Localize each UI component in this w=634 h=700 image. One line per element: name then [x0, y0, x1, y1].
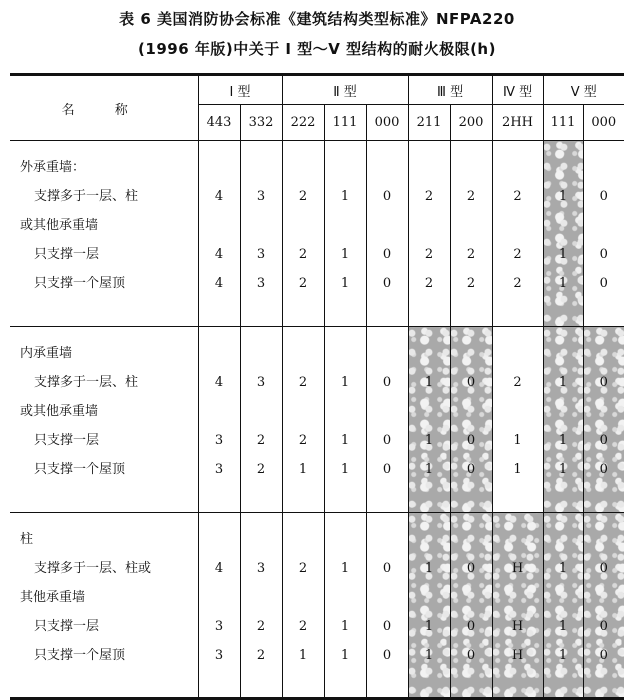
header-name-label: 名 称	[61, 102, 146, 118]
value-column-cell	[492, 141, 543, 327]
value	[451, 339, 492, 368]
header-code: 000	[583, 105, 624, 141]
value	[367, 525, 408, 554]
value-column-cell	[543, 327, 583, 513]
header-code: 443	[198, 105, 240, 141]
value: 3	[214, 619, 224, 634]
value	[544, 525, 583, 554]
value	[584, 397, 625, 426]
value-column-cell	[240, 327, 282, 513]
value-column-cell	[492, 513, 543, 699]
value: 2	[424, 189, 434, 204]
value: 1	[424, 462, 434, 477]
value: 4	[214, 561, 224, 576]
value: 1	[424, 375, 434, 390]
value	[283, 583, 324, 612]
value-column-cell	[543, 141, 583, 327]
value: 0	[466, 619, 476, 634]
value	[325, 211, 366, 240]
value: 4	[214, 247, 224, 262]
value: 2	[466, 247, 476, 262]
value	[493, 525, 543, 554]
header-code: 211	[408, 105, 450, 141]
value: 0	[599, 462, 608, 477]
header-code: 2HH	[492, 105, 543, 141]
value: 1	[340, 189, 350, 204]
value: 0	[466, 433, 476, 448]
value	[241, 211, 282, 240]
value	[451, 153, 492, 182]
value	[367, 211, 408, 240]
header-type-2: Ⅱ 型	[282, 75, 408, 105]
value	[199, 339, 240, 368]
value-column-cell	[583, 141, 624, 327]
value	[283, 525, 324, 554]
value	[283, 211, 324, 240]
value	[584, 339, 625, 368]
value: 2	[466, 276, 476, 291]
value: 2	[298, 276, 308, 291]
value: 1	[558, 375, 568, 390]
row-name-line: 只支撑一个屋顶	[34, 462, 126, 477]
value	[451, 211, 492, 240]
value: 0	[599, 561, 608, 576]
value-column-cell	[198, 513, 240, 699]
value-column-cell	[366, 327, 408, 513]
table-body	[10, 141, 624, 699]
fire-resistance-table	[10, 73, 624, 700]
value	[367, 397, 408, 426]
value: 2	[298, 619, 308, 634]
value: 0	[382, 433, 392, 448]
row-name-line: 只支撑一层	[34, 433, 100, 448]
value	[325, 583, 366, 612]
value: 2	[513, 276, 522, 291]
header-type-4: Ⅳ 型	[492, 75, 543, 105]
header-type-5: Ⅴ 型	[543, 75, 624, 105]
value-column-cell	[282, 513, 324, 699]
value-column-cell	[240, 513, 282, 699]
header-name-cell	[10, 75, 198, 141]
value	[199, 583, 240, 612]
value-column-cell	[408, 513, 450, 699]
value: 0	[466, 648, 476, 663]
row-name-line: 支撑多于一层、柱	[34, 375, 139, 390]
header-code: 111	[543, 105, 583, 141]
value	[199, 153, 240, 182]
value	[409, 339, 450, 368]
value: 1	[424, 561, 434, 576]
value	[493, 397, 543, 426]
header-code: 000	[366, 105, 408, 141]
value: 1	[340, 462, 350, 477]
row-name-line: 只支撑一个屋顶	[34, 276, 126, 291]
row-name-line: 或其他承重墙	[20, 404, 99, 419]
value: 3	[256, 276, 266, 291]
value: 0	[382, 375, 392, 390]
value: 0	[599, 433, 608, 448]
value	[241, 153, 282, 182]
value-column-cell	[450, 141, 492, 327]
value	[199, 525, 240, 554]
value-column-cell	[450, 327, 492, 513]
value-column-cell	[583, 327, 624, 513]
value: 0	[599, 375, 608, 390]
value	[241, 525, 282, 554]
value	[409, 211, 450, 240]
value: 2	[513, 189, 522, 204]
value: 1	[298, 462, 308, 477]
value: 2	[466, 189, 476, 204]
value: 0	[599, 276, 608, 291]
value: 3	[256, 375, 266, 390]
value: 0	[599, 189, 608, 204]
value: 1	[424, 648, 434, 663]
value: 1	[340, 648, 350, 663]
value	[584, 583, 625, 612]
value: 2	[298, 561, 308, 576]
header-type-3: Ⅲ 型	[408, 75, 492, 105]
row-name-line: 只支撑一层	[34, 247, 100, 262]
value: 1	[558, 189, 568, 204]
value: 2	[298, 247, 308, 262]
header-type-1: Ⅰ 型	[198, 75, 282, 105]
value: 0	[466, 561, 476, 576]
value	[325, 525, 366, 554]
value: 1	[340, 433, 350, 448]
value	[493, 153, 543, 182]
value-column-cell	[198, 141, 240, 327]
value	[409, 525, 450, 554]
row-name-line: 支撑多于一层、柱或	[34, 561, 152, 576]
header-code: 200	[450, 105, 492, 141]
value	[584, 525, 625, 554]
value: 2	[256, 433, 266, 448]
section-columns	[10, 513, 624, 699]
value: 2	[513, 375, 522, 390]
value-column-cell	[282, 141, 324, 327]
value-column-cell	[198, 327, 240, 513]
value: 0	[382, 189, 392, 204]
row-name-cell	[10, 141, 198, 327]
value	[493, 583, 543, 612]
value: 0	[382, 462, 392, 477]
value	[451, 397, 492, 426]
header-code: 222	[282, 105, 324, 141]
value	[325, 339, 366, 368]
value: 3	[256, 189, 266, 204]
value: 1	[513, 433, 522, 448]
value	[544, 583, 583, 612]
value-column-cell	[240, 141, 282, 327]
table-title-line-1: 表 6 美国消防协会标准《建筑结构类型标准》NFPA220	[119, 10, 515, 28]
value: H	[511, 648, 524, 663]
value: 1	[340, 619, 350, 634]
value	[544, 211, 583, 240]
value	[199, 397, 240, 426]
value	[367, 339, 408, 368]
value-column-cell	[282, 327, 324, 513]
value-column-cell	[408, 327, 450, 513]
value: 1	[298, 648, 308, 663]
value: 1	[558, 561, 568, 576]
value-column-cell	[366, 141, 408, 327]
value	[451, 583, 492, 612]
value	[544, 153, 583, 182]
value: 3	[256, 561, 266, 576]
row-name-line: 外承重墙：	[20, 160, 86, 175]
row-name-line: 柱	[20, 532, 34, 547]
value	[283, 397, 324, 426]
value: 4	[214, 276, 224, 291]
value: 0	[599, 648, 608, 663]
value: 1	[558, 462, 568, 477]
value	[241, 397, 282, 426]
value	[584, 211, 625, 240]
value	[544, 397, 583, 426]
value: 2	[298, 433, 308, 448]
value-column-cell	[450, 513, 492, 699]
value: 1	[558, 276, 568, 291]
value-column-cell	[324, 327, 366, 513]
value: 1	[558, 247, 568, 262]
value: 2	[256, 462, 266, 477]
value: 1	[340, 561, 350, 576]
section-interior-bearing-walls	[10, 327, 624, 513]
header-code: 111	[324, 105, 366, 141]
value	[451, 525, 492, 554]
value: 0	[599, 247, 608, 262]
value-column-cell	[408, 141, 450, 327]
value: 0	[599, 619, 608, 634]
value-column-cell	[324, 513, 366, 699]
value: 0	[382, 648, 392, 663]
value	[325, 153, 366, 182]
value: 0	[466, 462, 476, 477]
value	[283, 153, 324, 182]
value-column-cell	[583, 513, 624, 699]
table-title-line-2: (1996 年版)中关于 Ⅰ 型～Ⅴ 型结构的耐火极限(h)	[138, 40, 496, 58]
value: 1	[558, 648, 568, 663]
value: 0	[382, 276, 392, 291]
value: 2	[256, 648, 266, 663]
value-column-cell	[492, 327, 543, 513]
section-exterior-bearing-walls	[10, 141, 624, 327]
value: 2	[256, 619, 266, 634]
row-name-line: 只支撑一层	[34, 619, 100, 634]
value: 2	[424, 276, 434, 291]
value: 1	[340, 276, 350, 291]
value	[409, 153, 450, 182]
value-column-cell	[324, 141, 366, 327]
row-name-line: 其他承重墙	[20, 590, 86, 605]
value: 2	[513, 247, 522, 262]
value: 2	[424, 247, 434, 262]
value	[409, 397, 450, 426]
row-name-cell	[10, 327, 198, 513]
header-code: 332	[240, 105, 282, 141]
value: 1	[340, 247, 350, 262]
value	[367, 583, 408, 612]
value-column-cell	[366, 513, 408, 699]
value	[325, 397, 366, 426]
value	[493, 339, 543, 368]
value	[409, 583, 450, 612]
value: H	[511, 561, 524, 576]
value: H	[511, 619, 524, 634]
value	[367, 153, 408, 182]
value	[241, 339, 282, 368]
value: 4	[214, 189, 224, 204]
value-column-cell	[543, 513, 583, 699]
value	[584, 153, 625, 182]
value: 0	[382, 561, 392, 576]
value: 3	[214, 648, 224, 663]
value: 1	[424, 433, 434, 448]
value	[493, 211, 543, 240]
row-name-line: 内承重墙	[20, 346, 73, 361]
value: 1	[340, 375, 350, 390]
value	[241, 583, 282, 612]
value	[544, 339, 583, 368]
row-name-cell	[10, 513, 198, 699]
value: 3	[214, 462, 224, 477]
value	[283, 339, 324, 368]
value: 1	[558, 619, 568, 634]
value: 2	[298, 189, 308, 204]
value: 1	[558, 433, 568, 448]
row-name-line: 支撑多于一层、柱	[34, 189, 139, 204]
value: 0	[466, 375, 476, 390]
row-name-line: 或其他承重墙	[20, 218, 99, 233]
value: 3	[256, 247, 266, 262]
value: 3	[214, 433, 224, 448]
value: 2	[298, 375, 308, 390]
value: 0	[382, 619, 392, 634]
row-name-line: 只支撑一个屋顶	[34, 648, 126, 663]
value: 0	[382, 247, 392, 262]
value	[199, 211, 240, 240]
value: 4	[214, 375, 224, 390]
value: 1	[513, 462, 522, 477]
value: 1	[424, 619, 434, 634]
